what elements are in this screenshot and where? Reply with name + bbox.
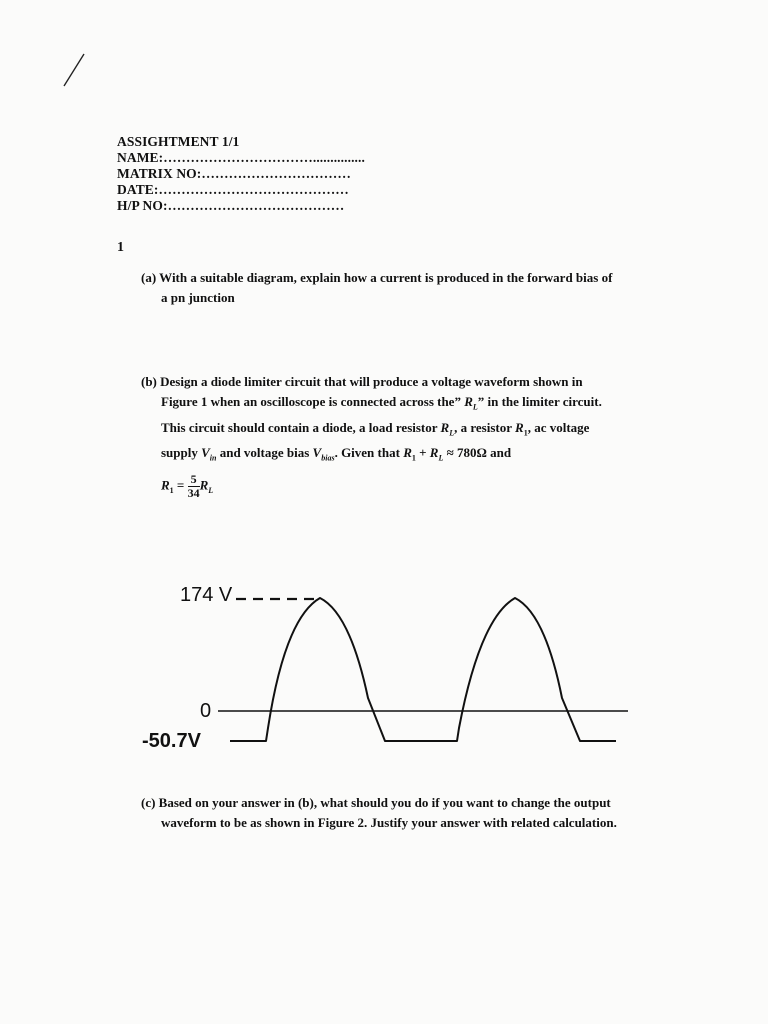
label-minus50: -50.7V	[142, 730, 201, 752]
date-field: DATE:……………………………………	[117, 182, 349, 197]
label-174v: 174 V	[180, 584, 233, 606]
part-c	[141, 793, 681, 833]
waveform-svg	[150, 578, 640, 758]
part-b-line3: This circuit should contain a diode, a load resistor $R_L$, a resistor $R_1$, ac voltage	[161, 419, 590, 438]
waveform-trace	[230, 598, 616, 741]
fraction: $\frac{5}{34}$	[187, 471, 200, 500]
part-c-line2: waveform to be as shown in Figure 2. Justify your answer with related calculation.	[161, 815, 617, 830]
part-a	[141, 268, 671, 308]
part-c-line1: (c) Based on your answer in (b), what should you do if you want to change the output	[141, 795, 611, 810]
part-a-line2: a pn junction	[161, 290, 235, 305]
part-a-line1: (a) With a suitable diagram, explain how a current is produced in the forward bias of	[141, 270, 613, 285]
matrix-field: MATRIX NO:……………………………	[117, 166, 351, 181]
part-b-line2: Figure 1 when an oscilloscope is connected across the” $R_L$” in the limiter circuit.	[161, 394, 602, 412]
header-block	[117, 134, 365, 214]
part-b-equation: $R_1$ = $\frac{5}{34}$ $R_L$	[161, 471, 214, 500]
hp-field: H/P NO:…………………………………	[117, 198, 345, 213]
part-b-line4: supply $V_{in}$ and voltage bias $V_{bias}$. Given that $R_1 + R_L \approx 780\Omega$ and	[161, 445, 512, 463]
name-field: NAME:……………………………...............	[117, 150, 365, 165]
pen-mark-icon	[58, 50, 88, 90]
part-b	[141, 372, 671, 501]
part-b-line1: (b) Design a diode limiter circuit that will produce a voltage waveform shown in	[141, 374, 583, 389]
question-number: 1	[117, 240, 124, 255]
waveform-figure	[142, 578, 640, 758]
label-zero: 0	[200, 700, 212, 722]
assignment-title: ASSIGHTMENT 1/1	[117, 134, 240, 149]
